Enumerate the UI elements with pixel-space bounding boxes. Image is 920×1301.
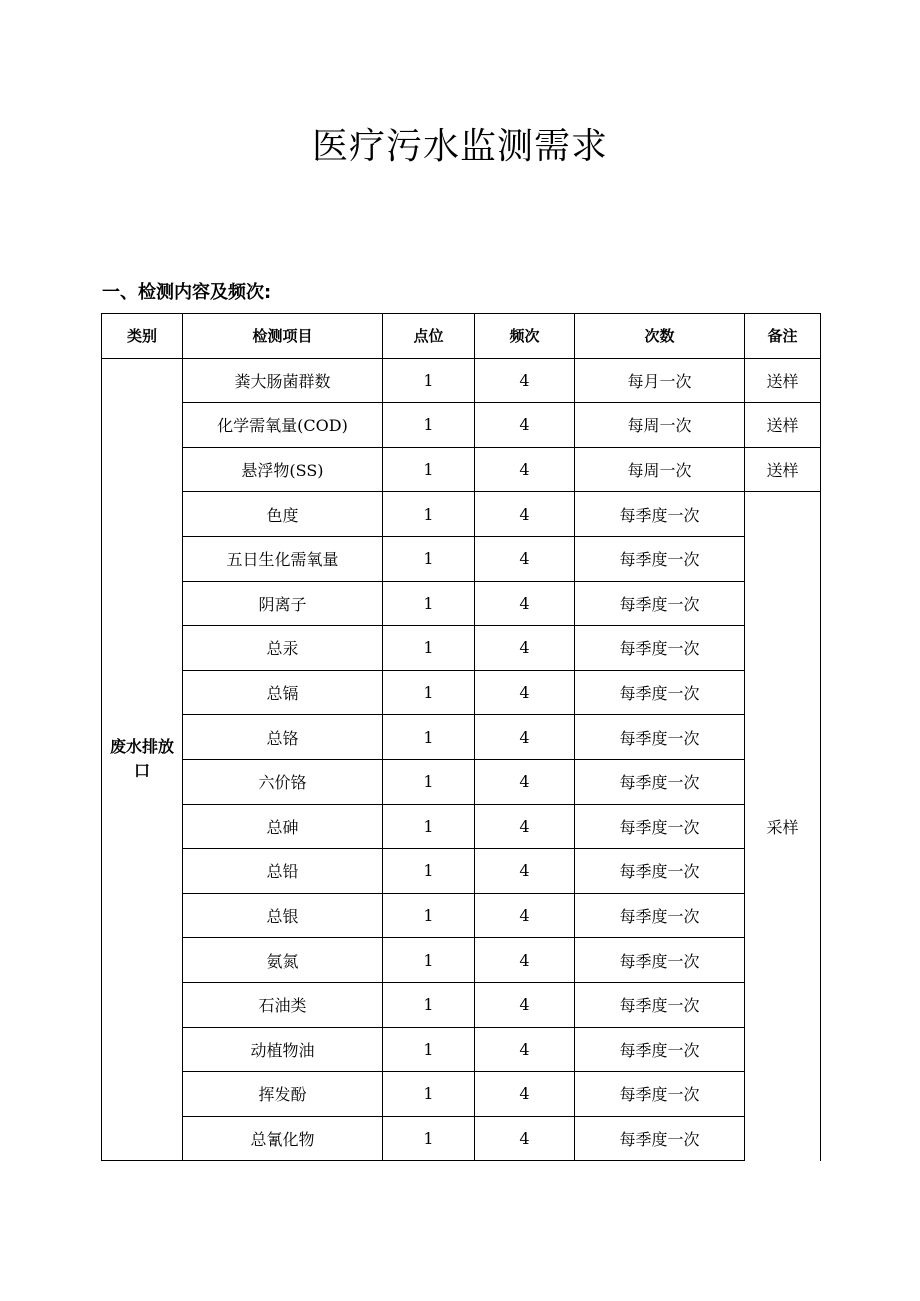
table-row bbox=[102, 447, 821, 492]
points-cell: 1 bbox=[383, 1072, 475, 1117]
times-cell: 每季度一次 bbox=[575, 715, 745, 760]
section-heading: 一、检测内容及频次: bbox=[102, 282, 272, 303]
frequency-cell: 4 bbox=[475, 358, 575, 403]
frequency-cell: 4 bbox=[475, 626, 575, 671]
points-cell: 1 bbox=[383, 358, 475, 403]
frequency-cell: 4 bbox=[475, 804, 575, 849]
points-cell: 1 bbox=[383, 849, 475, 894]
points-cell: 1 bbox=[383, 893, 475, 938]
header-remark: 备注 bbox=[745, 314, 821, 359]
frequency-cell: 4 bbox=[475, 849, 575, 894]
times-cell: 每季度一次 bbox=[575, 626, 745, 671]
times-cell: 每季度一次 bbox=[575, 1072, 745, 1117]
item-cell: 总氰化物 bbox=[183, 1116, 383, 1161]
times-cell: 每季度一次 bbox=[575, 893, 745, 938]
table-row bbox=[102, 581, 821, 626]
frequency-cell: 4 bbox=[475, 403, 575, 448]
points-cell: 1 bbox=[383, 715, 475, 760]
item-cell: 总镉 bbox=[183, 670, 383, 715]
remark-cell: 送样 bbox=[745, 447, 821, 492]
points-cell: 1 bbox=[383, 804, 475, 849]
table-row bbox=[102, 403, 821, 448]
table-row bbox=[102, 358, 821, 403]
frequency-cell: 4 bbox=[475, 982, 575, 1027]
times-cell: 每周一次 bbox=[575, 447, 745, 492]
points-cell: 1 bbox=[383, 536, 475, 581]
table-row bbox=[102, 804, 821, 849]
times-cell: 每季度一次 bbox=[575, 1116, 745, 1161]
frequency-cell: 4 bbox=[475, 670, 575, 715]
item-cell: 悬浮物(SS) bbox=[183, 447, 383, 492]
times-cell: 每周一次 bbox=[575, 403, 745, 448]
remark-cell: 送样 bbox=[745, 403, 821, 448]
item-cell: 总铬 bbox=[183, 715, 383, 760]
item-cell: 阴离子 bbox=[183, 581, 383, 626]
category-cell: 废水排放口 bbox=[102, 358, 183, 1161]
times-cell: 每月一次 bbox=[575, 358, 745, 403]
item-cell: 总汞 bbox=[183, 626, 383, 671]
monitoring-table bbox=[101, 313, 821, 1161]
header-frequency: 频次 bbox=[475, 314, 575, 359]
frequency-cell: 4 bbox=[475, 715, 575, 760]
times-cell: 每季度一次 bbox=[575, 670, 745, 715]
item-cell: 色度 bbox=[183, 492, 383, 537]
times-cell: 每季度一次 bbox=[575, 492, 745, 537]
table-row bbox=[102, 670, 821, 715]
times-cell: 每季度一次 bbox=[575, 759, 745, 804]
page-title: 医疗污水监测需求 bbox=[311, 126, 608, 167]
table-row bbox=[102, 893, 821, 938]
frequency-cell: 4 bbox=[475, 938, 575, 983]
times-cell: 每季度一次 bbox=[575, 1027, 745, 1072]
frequency-cell: 4 bbox=[475, 536, 575, 581]
item-cell: 总银 bbox=[183, 893, 383, 938]
times-cell: 每季度一次 bbox=[575, 938, 745, 983]
item-cell: 五日生化需氧量 bbox=[183, 536, 383, 581]
points-cell: 1 bbox=[383, 938, 475, 983]
frequency-cell: 4 bbox=[475, 1072, 575, 1117]
item-cell: 氨氮 bbox=[183, 938, 383, 983]
frequency-cell: 4 bbox=[475, 759, 575, 804]
item-cell: 石油类 bbox=[183, 982, 383, 1027]
points-cell: 1 bbox=[383, 626, 475, 671]
frequency-cell: 4 bbox=[475, 581, 575, 626]
times-cell: 每季度一次 bbox=[575, 804, 745, 849]
table-row bbox=[102, 938, 821, 983]
item-cell: 动植物油 bbox=[183, 1027, 383, 1072]
times-cell: 每季度一次 bbox=[575, 536, 745, 581]
frequency-cell: 4 bbox=[475, 1027, 575, 1072]
points-cell: 1 bbox=[383, 581, 475, 626]
item-cell: 粪大肠菌群数 bbox=[183, 358, 383, 403]
frequency-cell: 4 bbox=[475, 447, 575, 492]
header-category: 类别 bbox=[102, 314, 183, 359]
table-row bbox=[102, 492, 821, 537]
frequency-cell: 4 bbox=[475, 1116, 575, 1161]
times-cell: 每季度一次 bbox=[575, 849, 745, 894]
table-row bbox=[102, 982, 821, 1027]
sampling-remark-cell: 采样 bbox=[745, 492, 821, 1161]
item-cell: 六价铬 bbox=[183, 759, 383, 804]
header-times: 次数 bbox=[575, 314, 745, 359]
points-cell: 1 bbox=[383, 492, 475, 537]
remark-cell: 送样 bbox=[745, 358, 821, 403]
item-cell: 总砷 bbox=[183, 804, 383, 849]
points-cell: 1 bbox=[383, 982, 475, 1027]
points-cell: 1 bbox=[383, 759, 475, 804]
table-header-row bbox=[102, 314, 821, 359]
frequency-cell: 4 bbox=[475, 893, 575, 938]
item-cell: 挥发酚 bbox=[183, 1072, 383, 1117]
table-row bbox=[102, 715, 821, 760]
table-row bbox=[102, 1116, 821, 1161]
points-cell: 1 bbox=[383, 1116, 475, 1161]
header-item: 检测项目 bbox=[183, 314, 383, 359]
table-row bbox=[102, 536, 821, 581]
table-row bbox=[102, 1072, 821, 1117]
table-row bbox=[102, 1027, 821, 1072]
points-cell: 1 bbox=[383, 1027, 475, 1072]
table-row bbox=[102, 759, 821, 804]
times-cell: 每季度一次 bbox=[575, 982, 745, 1027]
points-cell: 1 bbox=[383, 447, 475, 492]
table-row bbox=[102, 626, 821, 671]
item-cell: 总铅 bbox=[183, 849, 383, 894]
frequency-cell: 4 bbox=[475, 492, 575, 537]
points-cell: 1 bbox=[383, 403, 475, 448]
table-row bbox=[102, 849, 821, 894]
times-cell: 每季度一次 bbox=[575, 581, 745, 626]
header-points: 点位 bbox=[383, 314, 475, 359]
points-cell: 1 bbox=[383, 670, 475, 715]
item-cell: 化学需氧量(COD) bbox=[183, 403, 383, 448]
